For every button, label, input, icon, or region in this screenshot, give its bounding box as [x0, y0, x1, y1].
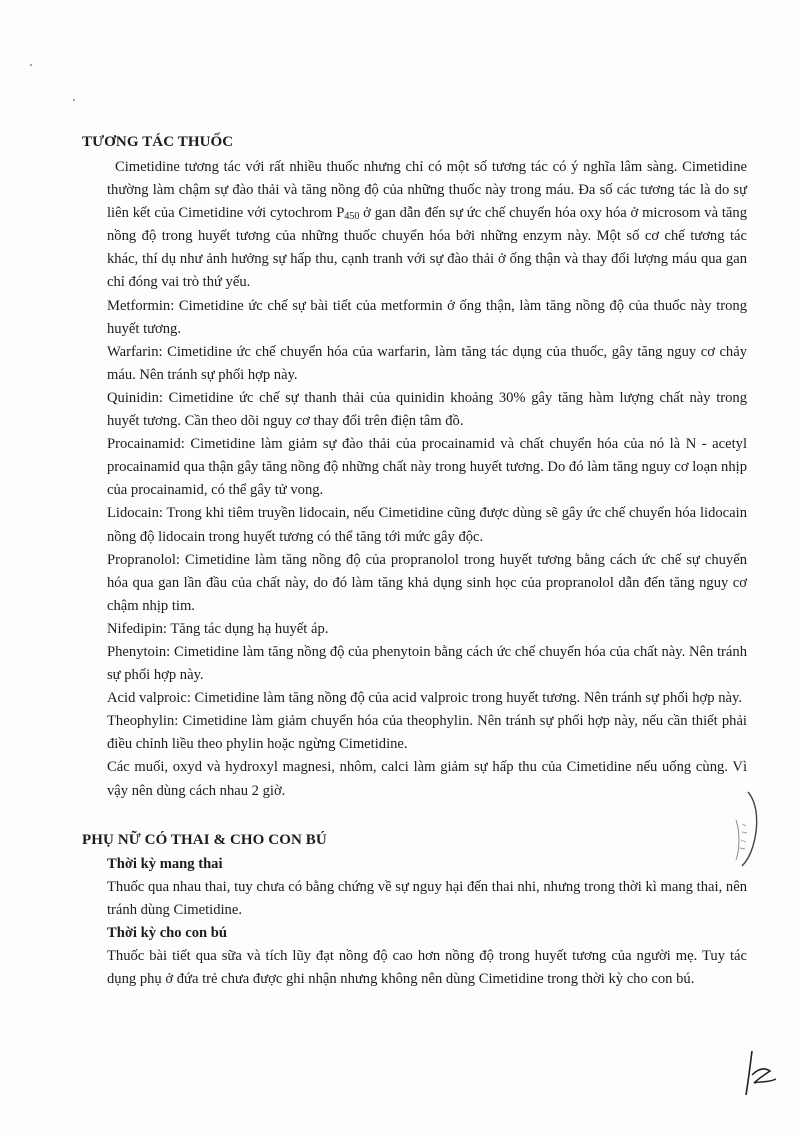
- interaction-item-lidocain: Lidocain: Trong khi tiêm truyền lidocain, nếu Cimetidine cũng được dùng sẽ gây ức chế chuyển hóa lidocain nồng độ lidocain trong huyết tương có thể tăng tới mức gây độc.: [107, 505, 747, 545]
- section-heading-drug-interactions: TƯƠNG TÁC THUỐC: [82, 134, 234, 150]
- pregnancy-body: [107, 853, 747, 992]
- intro-text-part1: Cimetidine tương tác với rất nhiều thuốc nhưng chỉ có một số tương tác có ý nghĩa lâm sàng. Cimetidine thường làm chậm sự đào thải và tăng nồng độ của những thuốc này trong máu. Đa số các tương tác là do sự liên kết của Cimetidine với cytochrom P: [107, 159, 747, 222]
- interaction-item-phenytoin: Phenytoin: Cimetidine làm tăng nồng độ của phenytoin bằng cách ức chế chuyển hóa của chất này. Nên tránh sự phối hợp này.: [107, 643, 747, 684]
- margin-stamp-mark: [728, 790, 762, 870]
- intro-paragraph: [107, 156, 747, 295]
- interaction-item-theophylin: Theophylin: Cimetidine làm giảm chuyển hóa của theophylin. Nên tránh sự phối hợp này, nếu cần thiết phải điều chỉnh liều theo phylin hoặc ngừng Cimetidine.: [107, 713, 747, 753]
- lactation-subheading: Thời kỳ cho con bú: [107, 925, 228, 942]
- interaction-item-propranolol: Propranolol: Cimetidine làm tăng nồng độ của propranolol trong huyết tương bằng cách ức chế sự chuyển hóa qua gan lần đầu của chất này, do đó làm tăng khả dụng sinh học của propranolol dẫn đến tăng nguy cơ chậm nhịp tim.: [107, 551, 747, 614]
- drug-interactions-body: [107, 156, 747, 803]
- interaction-item-acid-valproic: Acid valproic: Cimetidine làm tăng nồng độ của acid valproic trong huyết tương. Nên tránh sự phối hợp này.: [107, 690, 742, 707]
- interaction-item-warfarin: Warfarin: Cimetidine ức chế chuyển hóa của warfarin, làm tăng tác dụng của thuốc, gây tăng nguy cơ chảy máu. Nên tránh sự phối hợp này.: [107, 343, 747, 383]
- pregnancy-subheading: Thời kỳ mang thai: [107, 856, 223, 872]
- interaction-item-procainamid: Procainamid: Cimetidine làm giảm sự đào thải của procainamid và chất chuyển hóa của nó là N - acetyl procainamid qua thận gây tăng nồng độ những chất này trong huyết tương. Do đó làm tăng nguy cơ loạn nhịp của procainamid, có thể gây tử vong.: [107, 436, 747, 499]
- intro-subscript: 450: [344, 211, 360, 223]
- interaction-item-metformin: Metformin: Cimetidine ức chế sự bài tiết của metformin ở ống thận, làm tăng nồng độ của thuốc này trong huyết tương.: [107, 297, 747, 337]
- section-heading-pregnancy: PHỤ NỮ CÓ THAI & CHO CON BÚ: [82, 832, 327, 848]
- scan-speck: [73, 99, 75, 101]
- intro-text-part2: ở gan dẫn đến sự ức chế chuyển hóa oxy hóa ở microsom và tăng nồng độ trong huyết tương của những thuốc chuyển hóa bởi những enzym này. Một số cơ chế tương tác khác, thí dụ như ảnh hưởng sự hấp thu, cạnh tranh với sự đào thải ở ống thận và thay đổi lượng máu qua gan chỉ đóng vai trò thứ yếu.: [107, 205, 747, 291]
- interaction-item-antacids: Các muối, oxyd và hydroxyl magnesi, nhôm, calci làm giảm sự hấp thu của Cimetidine nếu uống cùng. Vì vậy nên dùng cách nhau 2 giờ.: [107, 759, 747, 799]
- lactation-paragraph: Thuốc bài tiết qua sữa và tích lũy đạt nồng độ cao hơn nồng độ trong huyết tương của người mẹ. Tuy tác dụng phụ ở đứa trẻ chưa được ghi nhận nhưng không nên dùng Cimetidine trong thời kỳ cho con bú.: [107, 948, 747, 988]
- pregnancy-paragraph: Thuốc qua nhau thai, tuy chưa có bằng chứng về sự nguy hại đến thai nhi, nhưng trong thời kì mang thai, nên tránh dùng Cimetidine.: [107, 879, 747, 919]
- initials-signature: [740, 1045, 782, 1097]
- interaction-item-nifedipin: Nifedipin: Tăng tác dụng hạ huyết áp.: [107, 620, 329, 637]
- interaction-item-quinidin: Quinidin: Cimetidine ức chế sự thanh thải của quinidin khoảng 30% gây tăng hàm lượng chất này trong huyết tương. Cần theo dõi nguy cơ thay đổi trên điện tâm đồ.: [107, 389, 747, 430]
- scan-speck: [30, 64, 32, 66]
